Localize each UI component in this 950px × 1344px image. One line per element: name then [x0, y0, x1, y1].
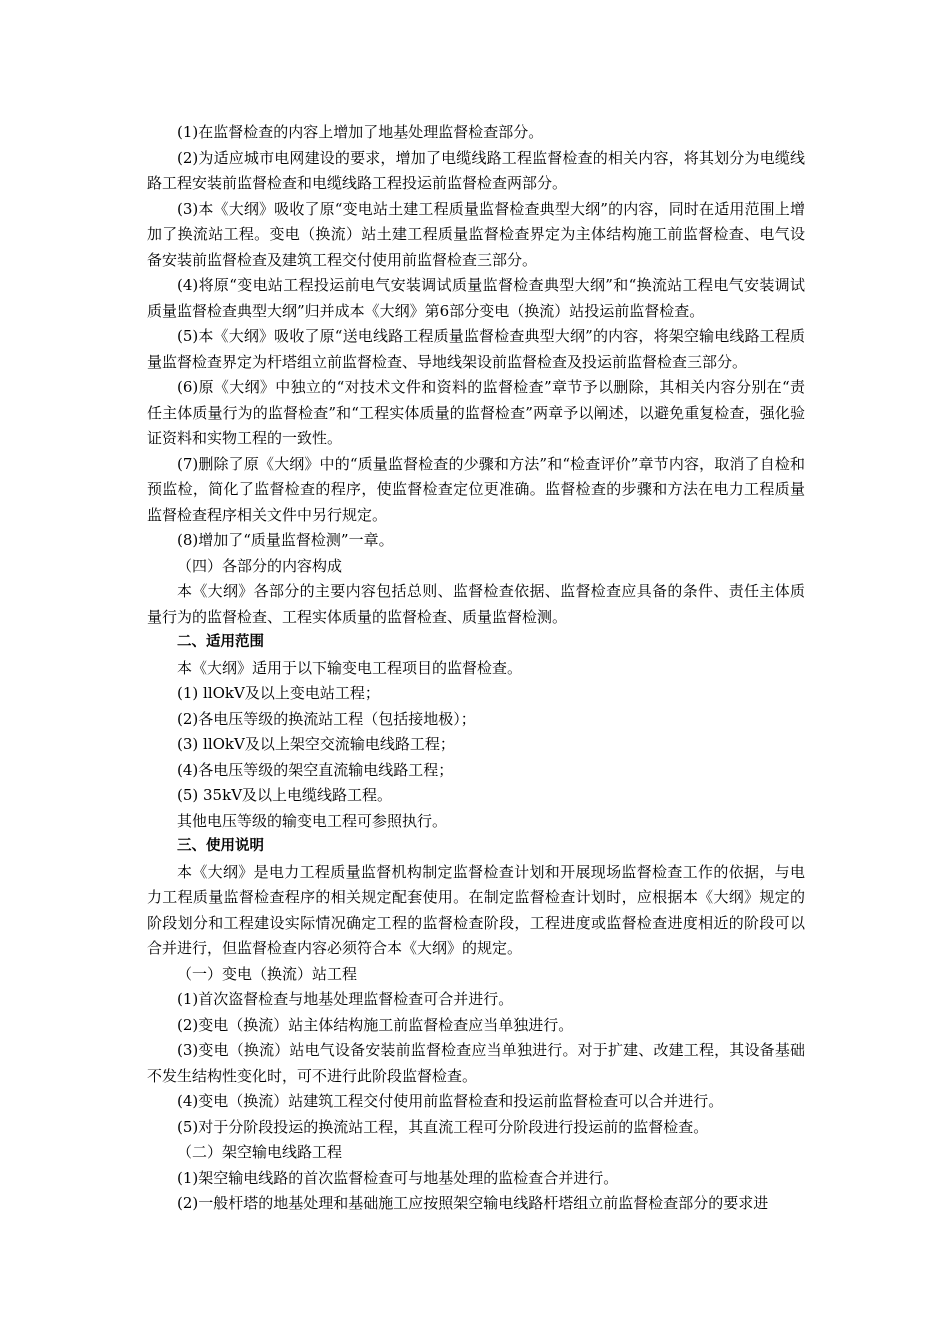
- paragraph: (6)原《大纲》中独立的“对技术文件和资料的监督检查”章节予以删除，其相关内容分别在“责任主体质量行为的监督检查”和“工程实体质量的监督检查”两章予以阐述，以避免重复检查，强化验证资料和实物工程的一致性。: [147, 378, 805, 447]
- document-body: [147, 120, 805, 1217]
- paragraph: (4)各电压等级的架空直流输电线路工程；: [177, 760, 454, 779]
- paragraph: （一）变电（换流）站工程: [177, 964, 358, 983]
- paragraph: (5)本《大纲》吸收了原“送电线路工程质量监督检查典型大纲”的内容，将架空输电线路工程质量监督检查界定为杆塔组立前监督检查、导地线架设前监督检查及投运前监督检查三部分。: [147, 327, 805, 371]
- paragraph: (3)本《大纲》吸收了原“变电站土建工程质量监督检查典型大纲”的内容，同时在适用范围上增加了换流站工程。变电（换流）站土建工程质量监督检查界定为主体结构施工前监督检查、电气设备安装前监督检查及建筑工程交付使用前监督检查三部分。: [147, 199, 805, 269]
- paragraph: (1)架空输电线路的首次监督检查可与地基处理的监检查合并进行。: [177, 1168, 619, 1187]
- section-heading: 二、适用范围: [177, 634, 264, 650]
- paragraph: (3) llOkV及以上架空交流输电线路工程；: [177, 735, 455, 753]
- paragraph: (2)各电压等级的换流站工程（包括接地极）；: [177, 709, 476, 728]
- section-heading: 三、使用说明: [177, 838, 264, 854]
- paragraph: (4)变电（换流）站建筑工程交付使用前监督检查和投运前监督检查可以合并进行。: [177, 1092, 724, 1110]
- paragraph: 本《大纲》各部分的主要内容包括总则、监督检查依据、监督检查应具备的条件、责任主体质量行为的监督检查、工程实体质量的监督检查、质量监督检测。: [147, 582, 805, 626]
- paragraph: (1) llOkV及以上变电站工程；: [177, 684, 380, 702]
- paragraph: 本《大纲》是电力工程质量监督机构制定监督检查计划和开展现场监督检查工作的依据，与电力工程质量监督检查程序的相关规定配套使用。在制定监督检查计划时，应根据本《大纲》规定的阶段划分和工程建设实际情况确定工程的监督检查阶段，工程进度或监督检查进度相近的阶段可以合并进行，但监督检查内容必须符合本《大纲》的规定。: [147, 862, 805, 957]
- paragraph: (7)删除了原《大纲》中的“质量监督检查的少骤和方法”和“检查评价”章节内容，取消了自检和预监检，简化了监督检查的程序，使监督检查定位更准确。监督检查的步骤和方法在电力工程质量监督检查程序相关文件中另行规定。: [147, 454, 805, 524]
- paragraph: (4)将原“变电站工程投运前电气安装调试质量监督检查典型大纲”和“换流站工程电气安装调试质量监督检查典型大纲”归并成本《大纲》第6部分变电（换流）站投运前监督检查。: [147, 276, 805, 320]
- paragraph: (8)增加了“质量监督检测”一章。: [177, 531, 394, 549]
- paragraph: （四）各部分的内容构成: [177, 556, 343, 575]
- paragraph: (5)对于分阶段投运的换流站工程，其直流工程可分阶段进行投运前的监督检查。: [177, 1117, 709, 1136]
- paragraph: (3)变电（换流）站电气设备安装前监督检查应当单独进行。对于扩建、改建工程，其设备基础不发生结构性变化时，可不进行此阶段监督检查。: [147, 1041, 805, 1085]
- paragraph: (5) 35kV及以上电缆线路工程。: [177, 786, 393, 804]
- paragraph: （二）架空输电线路工程: [177, 1143, 343, 1161]
- paragraph: (2)为适应城市电网建设的要求，增加了电缆线路工程监督检查的相关内容，将其划分为电缆线路工程安装前监督检查和电缆线路工程投运前监督检查两部分。: [147, 148, 805, 192]
- paragraph: (1)首次盗督检查与地基处理监督检查可合并进行。: [177, 990, 514, 1008]
- paragraph: (2)一般杆塔的地基处理和基础施工应按照架空输电线路杆塔组立前监督检查部分的要求进: [177, 1194, 769, 1212]
- paragraph: (2)变电（换流）站主体结构施工前监督检查应当单独进行。: [177, 1015, 574, 1034]
- paragraph: 其他电压等级的输变电工程可参照执行。: [177, 811, 448, 830]
- paragraph: 本《大纲》适用于以下输变电工程项目的监督检查。: [177, 658, 523, 677]
- paragraph: (1)在监督检查的内容上增加了地基处理监督检查部分。: [177, 123, 544, 141]
